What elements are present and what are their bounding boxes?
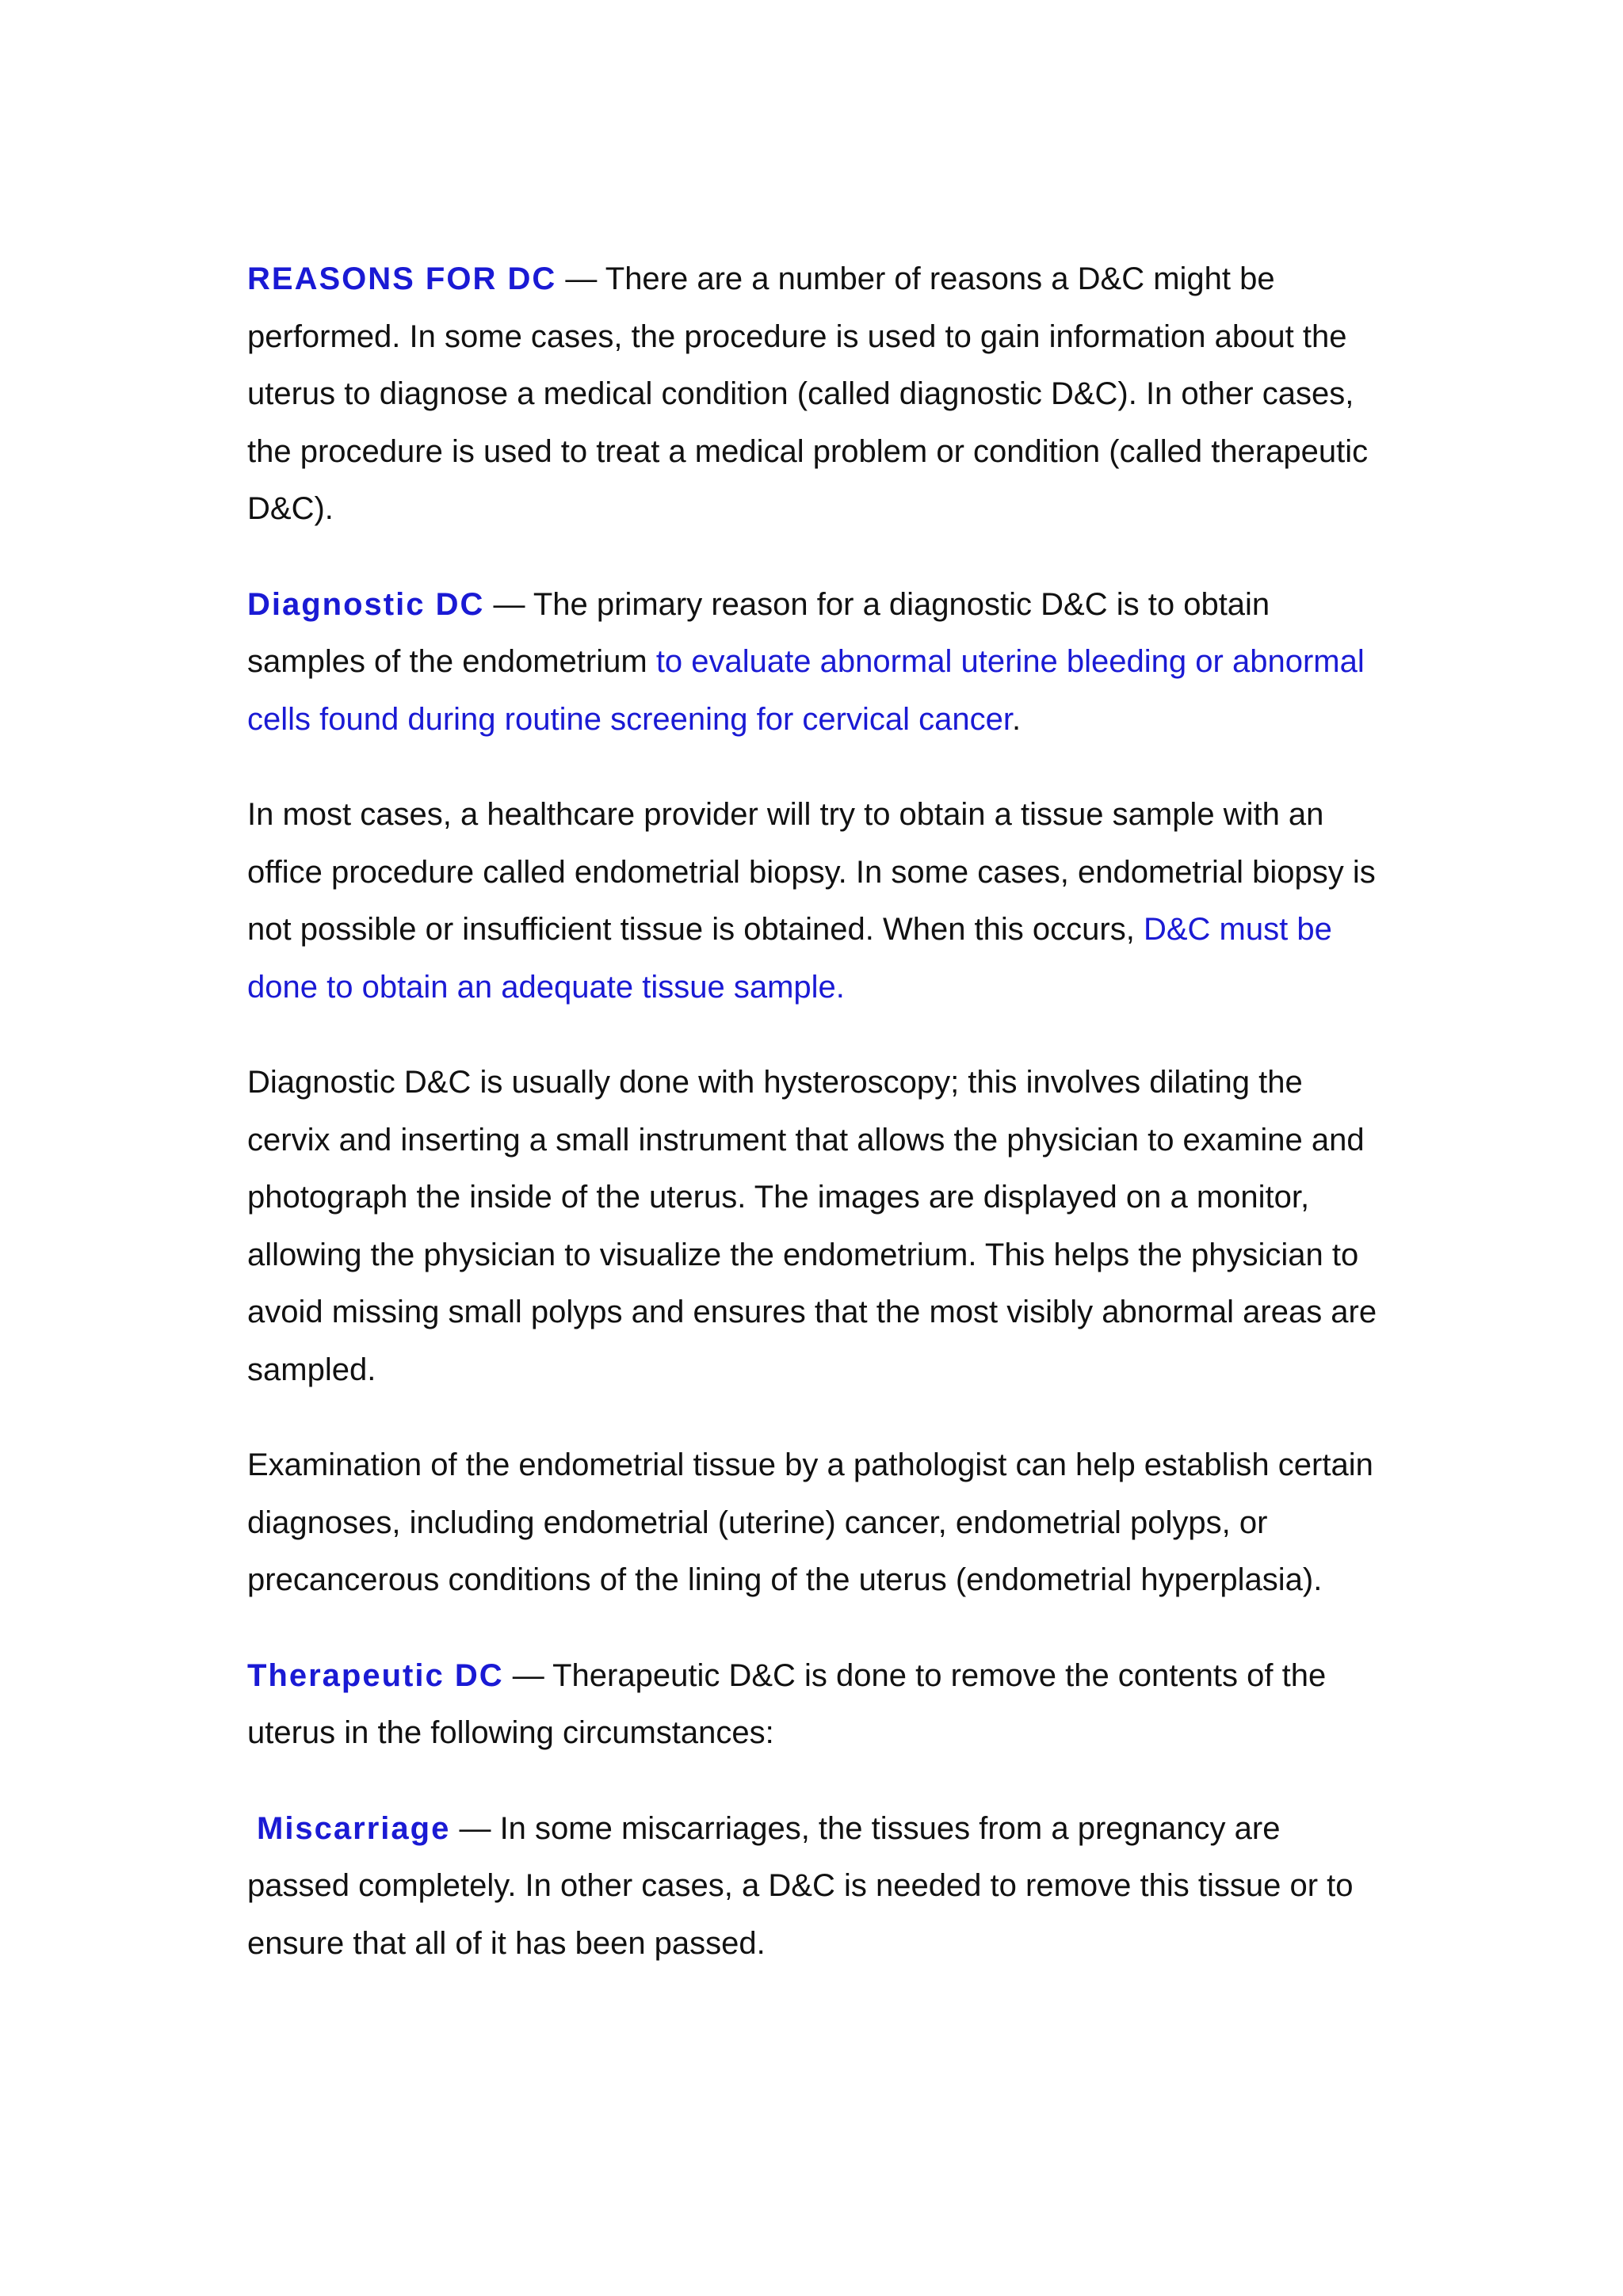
heading-miscarriage: Miscarriage [257, 1810, 451, 1846]
reasons-text: — There are a number of reasons a D&C might be performed. In some cases, the procedure is used to gain information about the uterus to diagnose a medical condition (called diagnostic D&C). In other cases, the procedure is used to treat a medical problem or condition (called therapeutic D&C). [247, 261, 1369, 526]
paragraph-examination [247, 1436, 1388, 1609]
paragraph-biopsy [247, 786, 1388, 1016]
miscarriage-text: — In some miscarriages, the tissues from a pregnancy are passed completely. In other cases, a D&C is needed to remove this tissue or to ensure that all of it has been passed. [247, 1810, 1354, 1961]
paragraph-hysteroscopy [247, 1054, 1388, 1398]
therapeutic-text: — Therapeutic D&C is done to remove the contents of the uterus in the following circumstances: [247, 1657, 1327, 1750]
diagnostic-text: — The primary reason for a diagnostic D&C is to obtain samples of the endometrium [247, 586, 1270, 679]
paragraph-therapeutic [247, 1647, 1388, 1762]
paragraph-miscarriage [247, 1800, 1388, 1973]
heading-diagnostic-dc: Diagnostic DC [247, 586, 485, 622]
biopsy-text: In most cases, a healthcare provider will try to obtain a tissue sample with an office procedure called endometrial biopsy. In some cases, endometrial biopsy is not possible or insufficient tissue is obtained. When this occurs, [247, 797, 1376, 947]
paragraph-diagnostic [247, 576, 1388, 749]
diagnostic-text-end: . [1011, 701, 1022, 737]
examination-text: Examination of the endometrial tissue by a pathologist can help establish certain diagnoses, including endometrial (uterine) cancer, endometrial polyps, or precancerous conditions of the lining of the uterus (endometrial hyperplasia). [247, 1447, 1373, 1597]
paragraph-reasons [247, 250, 1388, 538]
biopsy-link[interactable]: D&C must be done to obtain an adequate tissue sample. [247, 912, 1332, 1005]
diagnostic-link[interactable]: to evaluate abnormal uterine bleeding or abnormal cells found during routine screening for cervical cancer [247, 644, 1365, 737]
heading-reasons-for-dc: REASONS FOR DC [247, 261, 557, 296]
heading-therapeutic-dc: Therapeutic DC [247, 1657, 504, 1693]
hysteroscopy-text: Diagnostic D&C is usually done with hysteroscopy; this involves dilating the cervix and inserting a small instrument that allows the physician to examine and photograph the inside of the uterus. The images are displayed on a monitor, allowing the physician to visualize the endometrium. This helps the physician to avoid missing small polyps and ensures that the most visibly abnormal areas are sampled. [247, 1065, 1377, 1387]
document-body [247, 250, 1388, 2010]
